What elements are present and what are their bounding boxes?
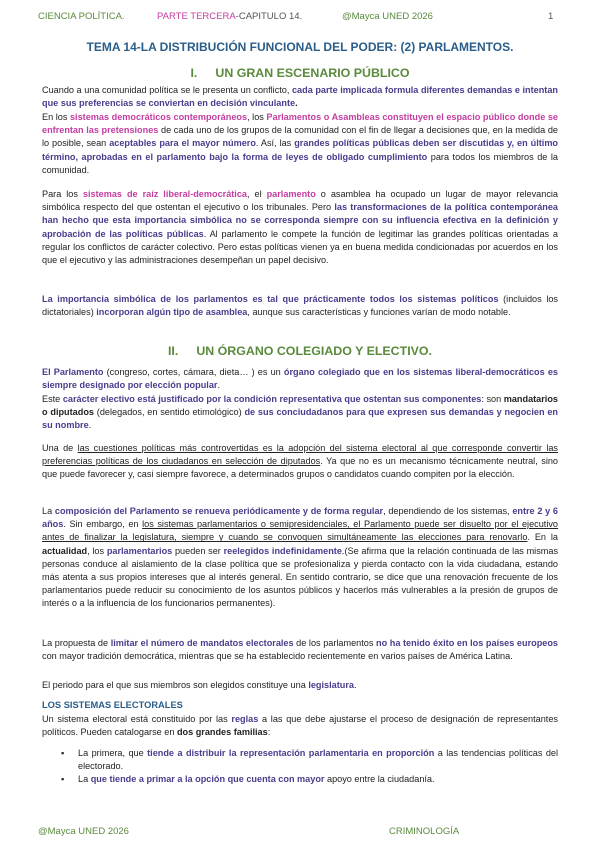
section-2-paragraph-1: El Parlamento (congreso, cortes, cámara, dieta… ) es un órgano colegiado que en los sistemas liberal-democráticos es siempre designado por elección popular. <box>42 367 559 391</box>
header-subject: CIENCIA POLÍTICA. <box>38 11 125 22</box>
section-1-heading <box>0 66 600 80</box>
section-2-number: II. <box>167 344 179 358</box>
section-2-paragraph-5: La propuesta de limitar el número de mandatos electorales de los parlamentos no ha tenido éxito en los países europeos con mayor tradición democrática, mientras que se ha establecido recientemente en varios países de América Latina. <box>42 638 558 662</box>
list-item: ▪ La que tiende a primar a la opción que cuenta con mayor apoyo entre la ciudadanía. <box>78 773 558 786</box>
section-1-paragraph-4: La importancia simbólica de los parlamentos es tal que prácticamente todos los sistemas políticos (incluidos los dictatoriales) incorporan algún tipo de asamblea, aunque sus características y funciones varían de modo notable. <box>42 294 558 318</box>
section-1-number: I. <box>190 66 198 80</box>
header-part-chapter <box>157 11 302 22</box>
section-2-title: UN ÓRGANO COLEGIADO Y ELECTIVO. <box>196 344 432 358</box>
section-2-paragraph-3: Una de las cuestiones políticas más controvertidas es la adopción del sistema electoral al que corresponde convertir las preferencias políticas de los ciudadanos en selección de diputados. Ya que no es un mecanismo técnicamente neutral, sino que puede favorecer y, casi siempre favorece, a determinados grupos o candidatos cuando compiten por la elección. <box>42 443 558 480</box>
footer-author: @Mayca UNED 2026 <box>38 826 129 837</box>
section-1-title: UN GRAN ESCENARIO PÚBLICO <box>215 66 410 80</box>
section-2-paragraph-2: Este carácter electivo está justificado por la condición representativa que ostentan sus componentes: son mandatarios o diputados (delegados, en sentido etimológico) de sus conciudadanos para que expresen sus demandas y negocien en su nombre. <box>42 394 559 431</box>
electoral-systems-intro: Un sistema electoral está constituido por las reglas a las que debe ajustarse el proceso de designación de representantes políticos. Pueden catalogarse en dos grandes familias: <box>42 714 558 738</box>
section-1-paragraph-3: Para los sistemas de raíz liberal-democrática, el parlamento o asamblea ha ocupado un lugar de mayor relevancia simbólica respecto del que ostentan el ejecutivo o los tribunales. Pero las transformaciones de la política contemporánea han hecho que esta importancia simbólica no se corresponda siempre con su influencia efectiva en la definición y aprobación de las políticas públicas. Al parlamento le compete la función de legitimar las grandes políticas orientadas a regular los conflictos de carácter colectivo. Pero estas políticas vienen ya en buena medida condicionadas por acuerdos en los que el ejecutivo y las administraciones desempeñan un papel decisivo. <box>42 189 558 266</box>
page-title: TEMA 14-LA DISTRIBUCIÓN FUNCIONAL DEL PODER: (2) PARLAMENTOS. <box>86 40 514 54</box>
header-part: PARTE TERCERA <box>157 11 236 22</box>
electoral-systems-heading: LOS SISTEMAS ELECTORALES <box>42 700 183 710</box>
section-1-paragraph-1: Cuando a una comunidad política se le presenta un conflicto, cada parte implicada formula diferentes demandas e intentan que sus preferencias se conviertan en decisión vinculante. <box>42 85 558 109</box>
section-1-paragraph-2: En los sistemas democráticos contemporáneos, los Parlamentos o Asambleas constituyen el espacio público donde se enfrentan las pretensiones de cada uno de los grupos de la comunidad con el fin de llegar a decisiones que, en la medida de lo posible, sean aceptables para el mayor número. Así, las grandes políticas públicas deben ser discutidas y, en último término, aprobadas en el parlamento bajo la forma de leyes de obligado cumplimiento para todos los miembros de la comunidad. <box>42 112 559 175</box>
section-2-paragraph-6: El periodo para el que sus miembros son elegidos constituye una legislatura. <box>42 680 357 690</box>
electoral-families-list <box>42 747 558 787</box>
footer-course: CRIMINOLOGÍA <box>389 826 460 837</box>
list-item: ▪ La primera, que tiende a distribuir la representación parlamentaria en proporción a las tendencias políticas del electorado. <box>78 747 558 773</box>
section-2-heading <box>0 344 600 358</box>
header-author: @Mayca UNED 2026 <box>342 11 433 22</box>
header-chapter: -CAPITULO 14. <box>235 11 303 22</box>
section-2-paragraph-4: La composición del Parlamento se renueva periódicamente y de forma regular, dependiendo de los sistemas, entre 2 y 6 años. Sin embargo, en los sistemas parlamentarios o semipresidenciales, el Parlamento puede ser disuelto por el ejecutivo antes de finalizar la legislatura, siempre y cuando se convoquen simultáneamente las elecciones para renovarlo. En la actualidad, los parlamentarios pueden ser reelegidos indefinidamente.(Se afirma que la relación continuada de las mismas personas conduce al aislamiento de la clase política que se profesionaliza y pierda contacto con la vida ciudadana, estando más atenta a sus propios intereses que al interés general. En sentido contrario, se dice que una renovación frecuente de los parlamentarios puede reducir su conocimiento de los asuntos públicos y hacerlos más vulnerables a la presión de grupos de interés o a la influencia de los funcionarios permanentes). <box>42 506 559 609</box>
page-number: 1 <box>548 11 554 22</box>
